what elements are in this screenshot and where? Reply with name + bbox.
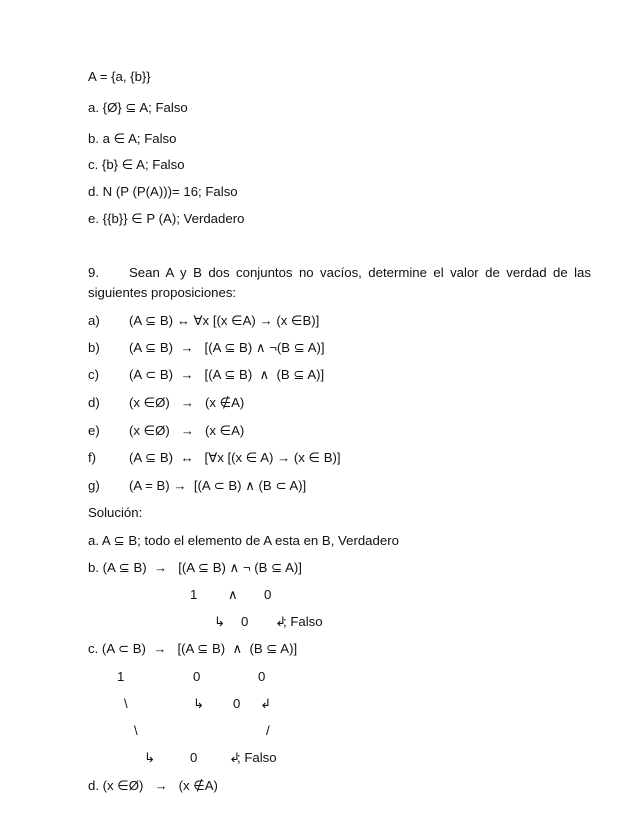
proposition-d: (x ∈Ø) → (x ∉A): [129, 395, 245, 410]
part1-item-c: c. {b} ∈ A; Falso: [88, 157, 185, 172]
solution-c-value-1: 1: [117, 669, 125, 684]
solution-b-verdict: ; Falso: [283, 614, 323, 629]
solution-b: b. (A ⊆ B) → [(A ⊆ B) ∧ ¬ (B ⊆ A)]: [88, 560, 302, 575]
proposition-e: (x ∈Ø) → (x ∈A): [129, 423, 245, 438]
solution-b-arrow-right: ↲: [275, 614, 287, 629]
solution-c-verdict: ; Falso: [237, 750, 277, 765]
proposition-f: (A ⊆ B) ↔ [∀x [(x ∈ A) → (x ∈ B)]: [129, 450, 341, 465]
solution-d: d. (x ∈Ø) → (x ∉A): [88, 778, 218, 793]
solution-b-arrow-left: ↳: [214, 614, 226, 629]
solution-c-arrow-right-1: ↲: [260, 696, 272, 711]
solution-c-result: 0: [190, 750, 198, 765]
part1-item-d: d. N (P (P(A)))= 16; Falso: [88, 184, 238, 199]
solution-b-value-1: 1: [190, 587, 198, 602]
proposition-b-label: b): [88, 340, 100, 355]
proposition-b: (A ⊆ B) → [(A ⊆ B) ∧ ¬(B ⊆ A)]: [129, 340, 325, 355]
solution-a: a. A ⊆ B; todo el elemento de A esta en B, Verdadero: [88, 533, 399, 548]
proposition-g-label: g): [88, 478, 100, 493]
solution-c-value-3: 0: [258, 669, 266, 684]
proposition-a-label: a): [88, 313, 100, 328]
solution-c-arrow-left-2: ↳: [144, 750, 156, 765]
problem-number: 9.: [88, 265, 99, 280]
solution-heading: Solución:: [88, 505, 143, 520]
part1-item-a: a. {Ø} ⊆ A; Falso: [88, 100, 188, 115]
proposition-d-label: d): [88, 395, 100, 410]
solution-c-mid-value: 0: [233, 696, 241, 711]
proposition-c: (A ⊂ B) → [(A ⊆ B) ∧ (B ⊆ A)]: [129, 367, 325, 382]
proposition-g: (A = B) → [(A ⊂ B) ∧ (B ⊂ A)]: [129, 478, 307, 493]
solution-c: c. (A ⊂ B) → [(A ⊆ B) ∧ (B ⊆ A)]: [88, 641, 298, 656]
solution-b-operator: ∧: [228, 587, 238, 602]
part1-item-b: b. a ∈ A; Falso: [88, 131, 177, 146]
proposition-f-label: f): [88, 450, 97, 465]
proposition-e-label: e): [88, 423, 100, 438]
solution-b-result: 0: [241, 614, 249, 629]
solution-c-backslash-1: \: [124, 696, 128, 711]
solution-c-slash: /: [266, 723, 270, 738]
solution-c-value-2: 0: [193, 669, 201, 684]
proposition-c-label: c): [88, 367, 99, 382]
solution-b-value-2: 0: [264, 587, 272, 602]
solution-c-backslash-2: \: [134, 723, 138, 738]
proposition-a: (A ⊆ B) ↔ ∀x [(x ∈A) → (x ∈B)]: [129, 313, 320, 328]
set-definition: A = {a, {b}}: [88, 69, 151, 84]
problem-text-line1: Sean A y B dos conjuntos no vacíos, determine el valor de verdad de las: [129, 265, 591, 280]
solution-c-arrow-right-2: ↲: [229, 750, 241, 765]
part1-item-e: e. {{b}} ∈ P (A); Verdadero: [88, 211, 245, 226]
solution-c-arrow-left-1: ↳: [193, 696, 205, 711]
problem-text-line2: siguientes proposiciones:: [88, 285, 237, 300]
